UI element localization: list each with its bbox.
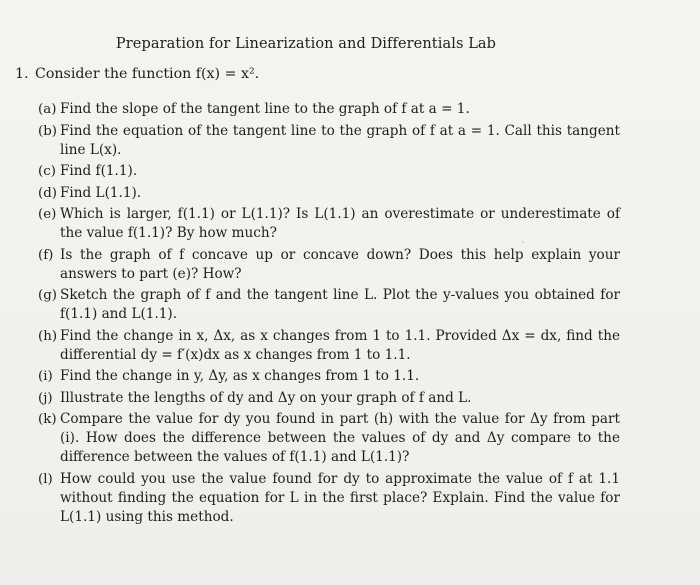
part-label: (i)	[38, 369, 53, 384]
part-label: (j)	[38, 390, 53, 406]
part-label: (l)	[38, 471, 53, 487]
part-text: Compare the value for dy you found in part (h) with the value for Δy from part (i). How does the difference between the values of dy and Δy compare to the difference between the values of f(1.1) and L(1.1)?	[60, 411, 620, 465]
problem-part	[38, 410, 620, 467]
part-text: Illustrate the lengths of dy and Δy on your graph of f and L.	[60, 389, 472, 406]
problem-statement	[15, 66, 259, 82]
problem-part	[38, 184, 620, 203]
problem-part	[38, 205, 620, 243]
problem-parts-list	[38, 100, 620, 529]
part-label: (f)	[38, 247, 54, 263]
problem-part	[38, 286, 620, 324]
paper-speck	[522, 241, 524, 243]
part-label: (d)	[38, 185, 58, 201]
part-label: (b)	[38, 123, 58, 139]
part-label: (h)	[38, 328, 58, 344]
part-text: Find the change in x, Δx, as x changes from 1 to 1.1. Provided Δx = dx, find the differential dy = f′(x)dx as x changes from 1 to 1.1.	[60, 327, 620, 363]
part-label: (e)	[38, 207, 57, 222]
problem-part	[38, 470, 620, 527]
part-text: Is the graph of f concave up or concave down? Does this help explain your answers to part (e)? How?	[60, 246, 620, 282]
part-label: (k)	[38, 412, 57, 427]
worksheet-title: Preparation for Linearization and Differentials Lab	[115, 36, 497, 52]
problem-part	[38, 162, 620, 181]
problem-text: Consider the function f(x) = x².	[35, 66, 260, 82]
part-text: Find the equation of the tangent line to the graph of f at a = 1. Call this tangent line L(x).	[60, 122, 620, 158]
part-text: Find the slope of the tangent line to the graph of f at a = 1.	[60, 101, 470, 117]
part-label: (a)	[38, 102, 57, 117]
part-text: How could you use the value found for dy to approximate the value of f at 1.1 without finding the equation for L in the first place? Explain. Find the value for L(1.1) using this method.	[60, 470, 620, 525]
part-text: Find f(1.1).	[60, 163, 138, 179]
part-text: Sketch the graph of f and the tangent line L. Plot the y-values you obtained for f(1.1) and L(1.1).	[60, 287, 620, 322]
part-text: Which is larger, f(1.1) or L(1.1)? Is L(1.1) an overestimate or underestimate of the value f(1.1)? By how much?	[60, 206, 620, 241]
part-label: (c)	[38, 164, 56, 179]
problem-number: 1.	[15, 66, 29, 82]
problem-part	[38, 327, 620, 365]
problem-part	[38, 389, 620, 408]
part-text: Find the change in y, Δy, as x changes from 1 to 1.1.	[60, 368, 420, 384]
problem-part	[38, 246, 620, 284]
problem-part	[38, 100, 620, 119]
part-label: (g)	[38, 288, 58, 303]
problem-part	[38, 122, 620, 160]
part-text: Find L(1.1).	[60, 184, 142, 201]
problem-part	[38, 367, 620, 386]
